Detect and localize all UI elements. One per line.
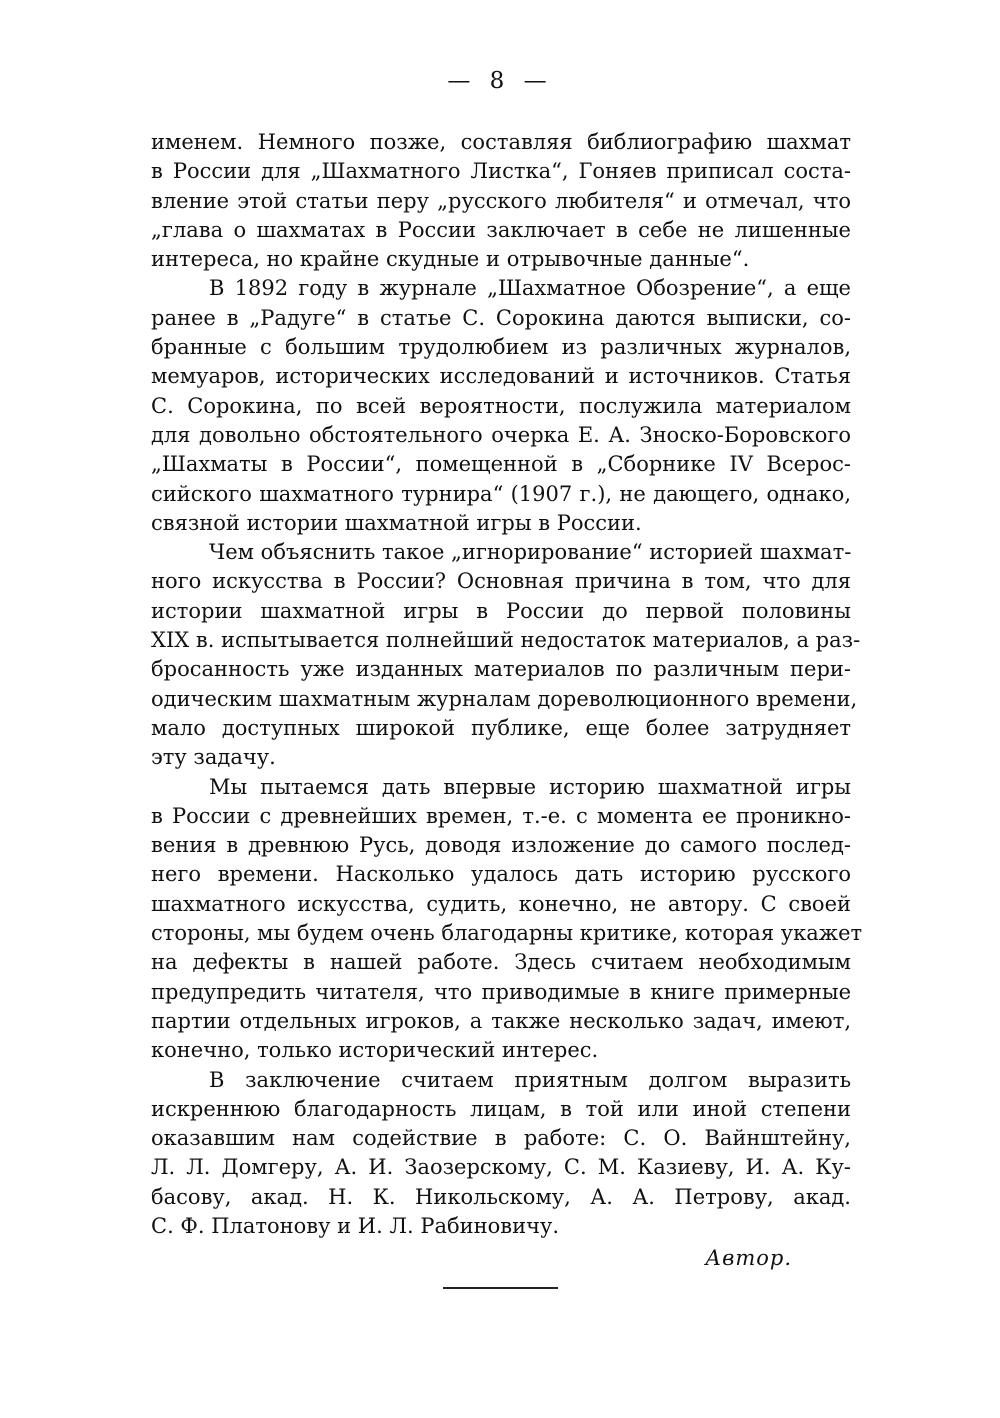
text-line: него времени. Насколько удалось дать историю русского: [151, 862, 851, 887]
paragraph: [151, 1066, 851, 1242]
text-line: конечно, только исторический интерес.: [151, 1038, 599, 1063]
text-line: именем. Немного позже, составляя библиографию шахмат: [151, 130, 851, 154]
page-number: — 8 —: [447, 68, 553, 94]
text-line: Чем объяснить такое „игнорирование“ историей шахмат-: [209, 540, 852, 565]
text-line: Л. Л. Домгеру, А. И. Заозерскому, С. М. Казиеву, И. А. Ку-: [151, 1155, 851, 1180]
text-line: предупредить читателя, что приводимые в книге примерные: [151, 979, 851, 1004]
text-line: на дефекты в нашей работе. Здесь считаем необходимым: [151, 950, 851, 975]
text-line: искреннюю благодарность лицам, в той или иной степени: [151, 1096, 851, 1121]
author-signature: Автор.: [705, 1246, 792, 1270]
paragraph: [151, 538, 861, 772]
text-line: ного искусства в России? Основная причина в том, что для: [151, 569, 851, 594]
text-line: вения в древнюю Русь, доводя изложение до самого послед-: [151, 833, 851, 858]
text-line: связной истории шахматной игры в России.: [151, 510, 642, 535]
text-line: для довольно обстоятельного очерка Е. А. Зноско-Боровского: [151, 422, 851, 447]
text-line: стороны, мы будем очень благодарны критике, которая укажет: [151, 921, 863, 946]
text-line: истории шахматной игры в России до первой половины: [151, 598, 851, 623]
text-line: одическим шахматным журналам дореволюционного времени,: [151, 686, 858, 711]
text-line: вление этой статьи перу „русского любителя“ и отмечал, что: [151, 188, 851, 213]
paragraph: [151, 128, 851, 274]
paragraph: [151, 773, 863, 1066]
text-line: оказавшим нам содействие в работе: С. О. Вайнштейну,: [151, 1126, 851, 1151]
text-line: бранные с большим трудолюбием из различных журналов,: [151, 335, 851, 360]
body-text: [151, 128, 863, 1241]
text-line: басову, акад. Н. К. Никольскому, А. А. Петрову, акад.: [151, 1184, 851, 1209]
text-line: С. Сорокина, по всей вероятности, послужила материалом: [151, 393, 851, 418]
text-line: интереса, но крайне скудные и отрывочные данные“.: [151, 247, 750, 272]
text-line: эту задачу.: [151, 745, 276, 770]
text-line: бросанность уже изданных материалов по различным пери-: [151, 657, 851, 682]
text-line: С. Ф. Платонову и И. Л. Рабиновичу.: [151, 1213, 560, 1238]
text-line: В заключение считаем приятным долгом выразить: [209, 1067, 851, 1092]
text-line: сийского шахматного турнира“ (1907 г.), не дающего, однако,: [151, 481, 851, 506]
text-line: XIX в. испытывается полнейший недостаток материалов, а раз-: [151, 628, 861, 653]
text-line: В 1892 году в журнале „Шахматное Обозрение“, а еще: [209, 276, 851, 301]
text-line: шахматного искусства, судить, конечно, не автору. С своей: [151, 891, 851, 916]
text-line: „Шахматы в России“, помещенной в „Сборнике IV Всерос-: [151, 452, 851, 477]
text-line: ранее в „Радуге“ в статье С. Сорокина даются выписки, со-: [151, 305, 851, 330]
text-line: мемуаров, исторических исследований и источников. Статья: [151, 364, 851, 389]
text-line: „глава о шахматах в России заключает в себе не лишенные: [151, 217, 851, 242]
text-line: в России с древнейших времен, т.-е. с момента ее проникно-: [151, 803, 851, 828]
text-line: мало доступных широкой публике, еще более затрудняет: [151, 715, 851, 740]
end-rule: [443, 1287, 558, 1289]
text-line: партии отдельных игроков, а также несколько задач, имеют,: [151, 1008, 851, 1033]
paragraph: [151, 274, 851, 538]
text-line: в России для „Шахматного Листка“, Гоняев приписал соста-: [151, 159, 851, 184]
text-line: Мы пытаемся дать впервые историю шахматной игры: [209, 774, 851, 799]
